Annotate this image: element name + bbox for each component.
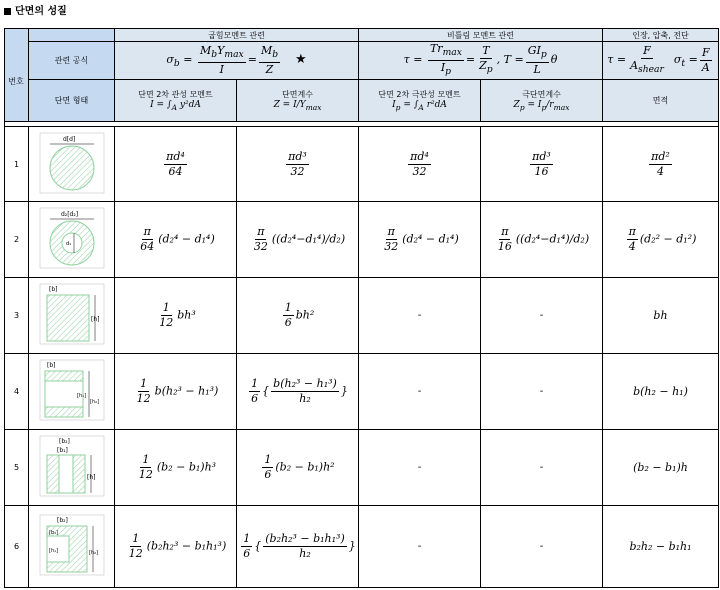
cell-Ip: - <box>359 506 481 588</box>
cell-I: $\frac{1}{12}$ (b₂h₂³ − b₁h₁³) <box>115 506 237 588</box>
shape-label: d₁ <box>65 241 71 248</box>
rectangle-shape <box>39 283 105 345</box>
group-tension: 인장, 압축, 전단 <box>603 29 719 42</box>
shape-label: [b₂] <box>56 517 68 525</box>
shape-label: [b] <box>46 362 55 370</box>
table-row <box>5 430 719 506</box>
solid-circle-shape <box>39 132 105 194</box>
shape-label: d₂[d₂] <box>60 211 78 219</box>
cell-A: bh <box>603 278 719 354</box>
hollow-circle-shape <box>39 207 105 269</box>
table-row <box>5 127 719 202</box>
col-Z-title: 단면계수 <box>282 90 313 100</box>
section-properties-table <box>4 28 719 588</box>
shape-label: [h₂] <box>89 399 99 406</box>
cell-Ip: - <box>359 278 481 354</box>
cell-Zp: - <box>481 430 603 506</box>
star-icon: ★ <box>294 52 307 68</box>
table-row <box>5 506 719 588</box>
cell-I: $\frac{1}{12}$ bh³ <box>115 278 237 354</box>
cell-A: b₂h₂ − b₁h₁ <box>603 506 719 588</box>
col-Z-header: 단면계수 $Z = I/Y_{max}$ <box>237 80 359 122</box>
shape-label: [b₁] <box>56 447 68 455</box>
col-Ip-title: 단면 2차 극관성 모멘트 <box>378 90 461 100</box>
torsion-formula-cell: τ = $\frac{Tr_{max}}{I_p}$ = $\frac{T}{Z_p}$ , T = $\frac{GI_p}{L}$ θ <box>359 42 603 80</box>
row-number: 6 <box>5 506 29 588</box>
col-I-header: 단면 2차 관성 모멘트 $I = \int_A$ y²dA <box>115 80 237 122</box>
sheet-title <box>4 2 67 16</box>
bending-formula-cell: $\sigma_b$ = $\frac{M_bY_{max}}{I}$ = $\frac{M_b}{Z}$ ★ <box>115 42 359 80</box>
col-Ip-header: 단면 2차 극관성 모멘트 $I_p = \int_A$ r²dA <box>359 80 481 122</box>
shape-label: [b] <box>48 286 57 294</box>
cell-Zp: $\frac{\text{πd³}}{16}$ <box>481 127 603 202</box>
row-number: 4 <box>5 354 29 430</box>
hollow-rect-shape <box>39 514 105 576</box>
cell-A: $\frac{\text{πd²}}{4}$ <box>603 127 719 202</box>
cell-Zp: - <box>481 278 603 354</box>
shape-label: [h] <box>90 316 99 324</box>
shape-label: 단면 형태 <box>29 80 115 122</box>
cell-Zp: - <box>481 354 603 430</box>
shape-label: [b₁] <box>48 530 58 537</box>
cell-Ip: $\frac{\pi}{32}$ (d₂⁴ − d₁⁴) <box>359 202 481 278</box>
cell-Z: $\frac{1}{6}$ { $\frac{\text{b(h₂³ − h₁³)}}{\text{h₂}}$ } <box>237 354 359 430</box>
shape-cell <box>29 354 115 430</box>
shape-label: [b₂] <box>58 438 70 446</box>
shape-cell <box>29 278 115 354</box>
cell-Zp: $\frac{\pi}{16}$ ((d₂⁴−d₁⁴)/d₂) <box>481 202 603 278</box>
row-number: 3 <box>5 278 29 354</box>
shape-cell <box>29 202 115 278</box>
cell-Z: $\frac{\text{πd³}}{32}$ <box>237 127 359 202</box>
cell-I: $\frac{\text{πd⁴}}{64}$ <box>115 127 237 202</box>
col-I-title: 단면 2차 관성 모멘트 <box>138 90 213 100</box>
col-Zp-header: 극단면계수 $Z_p = I_p/r_{max}$ <box>481 80 603 122</box>
table-row <box>5 354 719 430</box>
bullet-square-icon <box>4 8 11 15</box>
shape-label: [h₁] <box>48 548 58 555</box>
cell-A: b(h₂ − h₁) <box>603 354 719 430</box>
tension-formula-cell: τ = $\frac{F}{A_{shear}}$ $\sigma_t$ = $\frac{F}{A}$ <box>603 42 719 80</box>
cell-A: (b₂ − b₁)h <box>603 430 719 506</box>
cell-Ip: $\frac{\text{πd⁴}}{32}$ <box>359 127 481 202</box>
row-number: 1 <box>5 127 29 202</box>
group-torsion: 비틀림 모멘트 관련 <box>359 29 603 42</box>
cell-I: $\frac{1}{12}$ (b₂ − b₁)h³ <box>115 430 237 506</box>
sheet-title-text: 단면의 성질 <box>15 6 67 17</box>
cell-Z: $\frac{\pi}{32}$ ((d₂⁴−d₁⁴)/d₂) <box>237 202 359 278</box>
cell-Ip: - <box>359 354 481 430</box>
shape-cell <box>29 506 115 588</box>
shape-label: d[d] <box>62 135 75 143</box>
shape-label: [h] <box>86 474 95 482</box>
cell-Z: $\frac{1}{6}$ (b₂ − b₁)h² <box>237 430 359 506</box>
cell-Z: $\frac{1}{6}$ { $\frac{\text{(b₂h₂³ − b₁h₁³)}}{\text{h₂}}$ } <box>237 506 359 588</box>
no-label: 번호 <box>8 77 24 86</box>
header-empty <box>29 29 115 42</box>
cell-I: $\frac{1}{12}$ b(h₂³ − h₁³) <box>115 354 237 430</box>
col-Zp-title: 극단면계수 <box>522 90 561 100</box>
table-row <box>5 278 719 354</box>
cell-Zp: - <box>481 506 603 588</box>
group-bending: 굽힘모멘트 관련 <box>115 29 359 42</box>
hollow-rect-vertical-shape <box>39 435 105 497</box>
formula-label: 관련 공식 <box>29 42 115 80</box>
row-number: 5 <box>5 430 29 506</box>
cell-A: $\frac{\pi}{4}$ (d₂² − d₁²) <box>603 202 719 278</box>
table-row <box>5 202 719 278</box>
shape-label: [h₂] <box>88 550 98 557</box>
i-beam-horizontal-shape <box>39 359 105 421</box>
shape-cell <box>29 430 115 506</box>
row-number: 2 <box>5 202 29 278</box>
shape-label: [h₁] <box>76 393 86 400</box>
shape-cell <box>29 127 115 202</box>
cell-Z: $\frac{1}{6}$ bh² <box>237 278 359 354</box>
cell-Ip: - <box>359 430 481 506</box>
col-A-header: 면적 <box>603 80 719 122</box>
cell-I: $\frac{\pi}{64}$ (d₂⁴ − d₁⁴) <box>115 202 237 278</box>
